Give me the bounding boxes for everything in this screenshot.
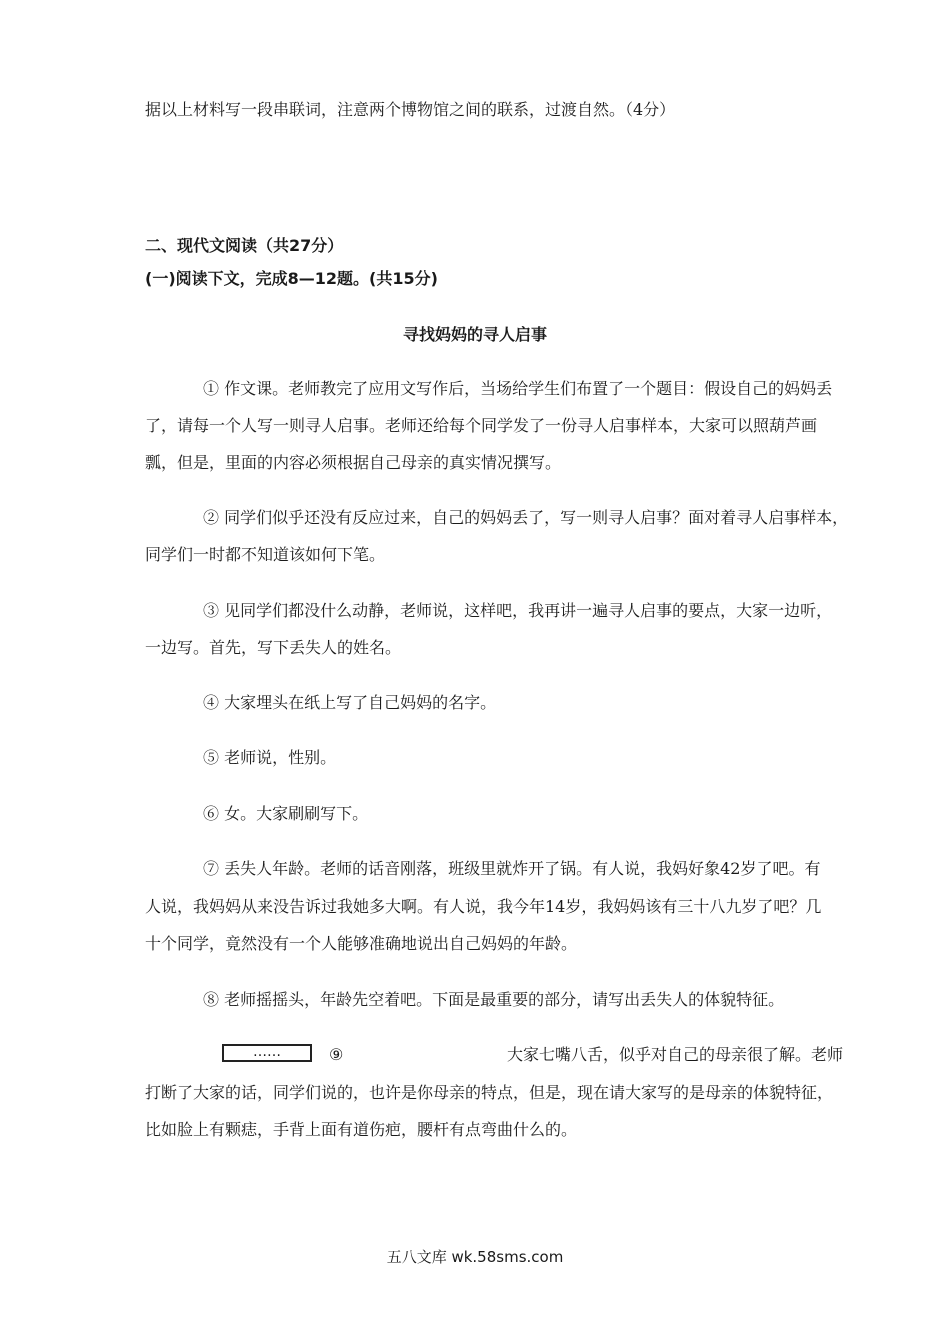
paragraph-7-line-1: ⑦ 丢失人年龄。老师的话音刚落，班级里就炸开了锅。有人说，我妈好象42岁了吧。有 — [203, 859, 821, 878]
article-title: 寻找妈妈的寻人启事 — [402, 325, 547, 344]
ellipsis-box: …… — [222, 1044, 312, 1062]
paragraph-9-line-2: 打断了大家的话，同学们说的，也许是你母亲的特点，但是，现在请大家写的是母亲的体貌特征， — [145, 1083, 834, 1102]
paragraph-1-line-3: 瓢，但是，里面的内容必须根据自己母亲的真实情况撰写。 — [145, 453, 562, 472]
paragraph-8: ⑧ 老师摇摇头，年龄先空着吧。下面是最重要的部分，请写出丢失人的体貌特征。 — [203, 990, 785, 1009]
paragraph-9-line-3: 比如脸上有颗痣，手背上面有道伤疤，腰杆有点弯曲什么的。 — [145, 1120, 578, 1139]
section-heading: 二、现代文阅读（共27分） — [145, 236, 344, 255]
paragraph-1-line-2: 了，请每一个人写一则寻人启事。老师还给每个同学发了一份寻人启事样本，大家可以照葫芦画 — [145, 416, 818, 435]
paragraph-7-line-3: 十个同学，竟然没有一个人能够准确地说出自己妈妈的年龄。 — [145, 934, 578, 953]
section-subheading: (一)阅读下文，完成8—12题。(共15分) — [145, 269, 438, 288]
paragraph-3-line-2: 一边写。首先，写下丢失人的姓名。 — [145, 638, 402, 657]
paragraph-1-line-1: ① 作文课。老师教完了应用文写作后，当场给学生们布置了一个题目：假设自己的妈妈丢 — [203, 379, 833, 398]
paragraph-2-line-1: ② 同学们似乎还没有反应过来，自己的妈妈丢了，写一则寻人启事？面对着寻人启事样本， — [203, 508, 849, 527]
paragraph-9-line-1: 大家七嘴八舌，似乎对自己的母亲很了解。老师 — [507, 1045, 844, 1064]
paragraph-3-line-1: ③ 见同学们都没什么动静，老师说，这样吧，我再讲一遍寻人启事的要点，大家一边听， — [203, 601, 833, 620]
paragraph-9-number: ⑨ — [329, 1045, 344, 1064]
paragraph-4: ④ 大家埋头在纸上写了自己妈妈的名字。 — [203, 693, 497, 712]
paragraph-7-line-2: 人说，我妈妈从来没告诉过我她多大啊。有人说，我今年14岁，我妈妈该有三十八九岁了吧？几 — [145, 897, 822, 916]
intro-text: 据以上材料写一段串联词，注意两个博物馆之间的联系，过渡自然。（4分） — [145, 100, 676, 119]
footer-watermark: 五八文库 wk.58sms.com — [386, 1248, 564, 1266]
paragraph-6: ⑥ 女。大家刷刷写下。 — [203, 804, 369, 823]
paragraph-2-line-2: 同学们一时都不知道该如何下笔。 — [145, 545, 386, 564]
paragraph-5: ⑤ 老师说，性别。 — [203, 748, 337, 767]
